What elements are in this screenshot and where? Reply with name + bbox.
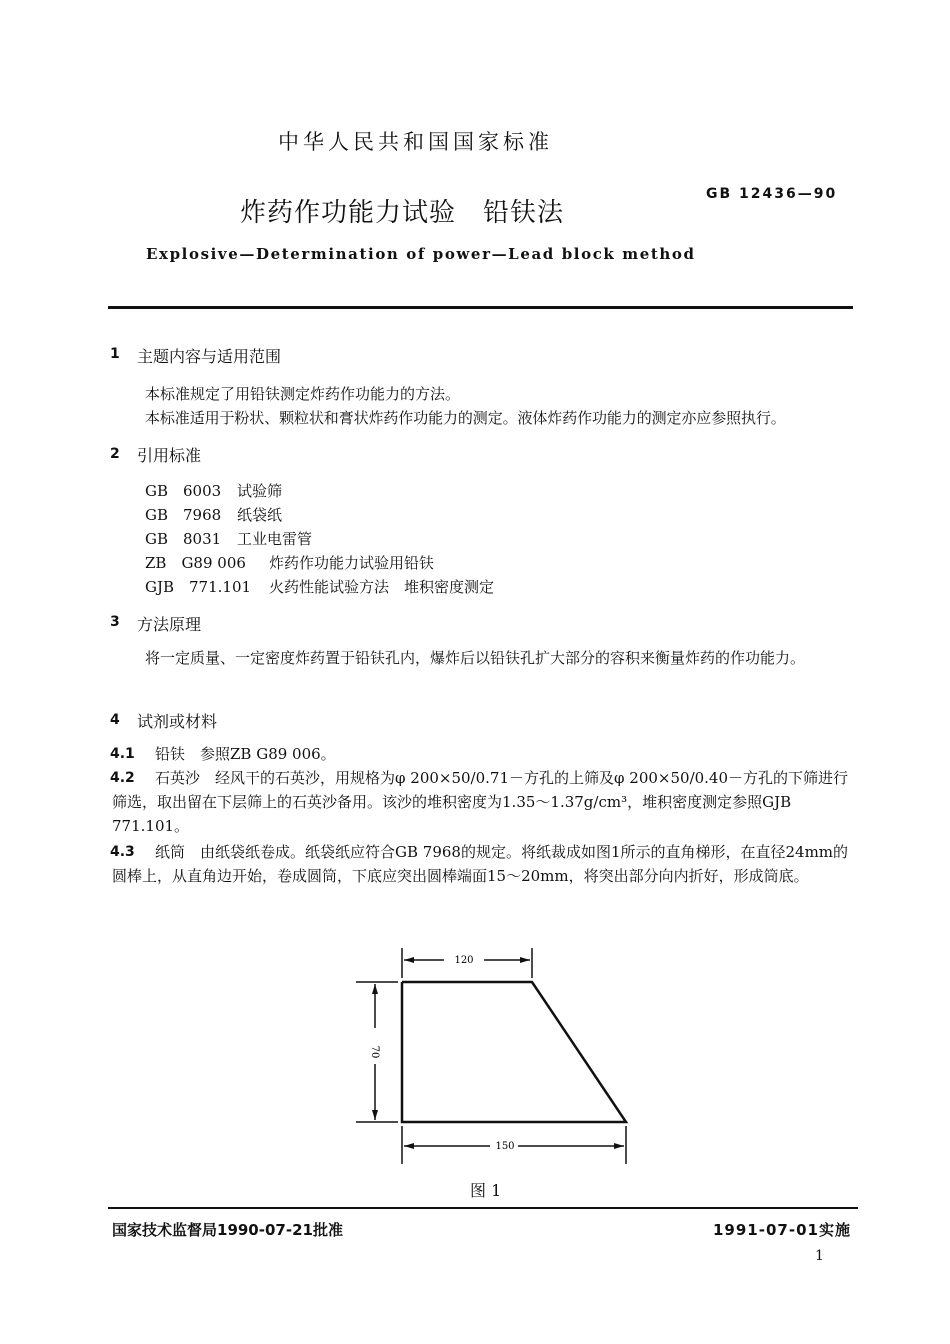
reference-list-item	[145, 528, 312, 549]
clause-4-3-number: 4.3	[110, 844, 135, 860]
clause-4-1-number: 4.1	[110, 746, 135, 762]
section-1-heading: 主题内容与适用范围	[137, 347, 282, 366]
reference-code: GJB 771.101	[145, 578, 252, 596]
section-3-heading: 方法原理	[137, 615, 202, 634]
clause-4-2-number: 4.2	[110, 770, 135, 786]
arrowhead	[372, 1110, 378, 1120]
section-2-heading: 引用标准	[137, 446, 202, 465]
arrowhead	[614, 1143, 624, 1149]
page-number: 1	[815, 1248, 824, 1264]
reference-list-item	[145, 552, 434, 573]
dimension-label-top: 120	[454, 955, 474, 966]
section-1-para-2: 本标准适用于粉状、颗粒状和膏状炸药作功能力的测定。液体炸药作功能力的测定亦应参照执行。	[145, 409, 786, 427]
standard-org: 中华人民共和国国家标准	[278, 130, 553, 154]
trapezoid-outline	[402, 982, 626, 1122]
section-1-para-1: 本标准规定了用铅𫓧测定炸药作功能力的方法。	[145, 385, 461, 403]
dimension-label-side: 70	[369, 1045, 380, 1059]
clause-4-2-text: 石英沙 经风干的石英沙，用规格为φ 200×50/0.71－方孔的上筛及φ 200×50/0.40－方孔的下筛进行筛选，取出留在下层筛上的石英沙备用。该沙的堆积密度为1.35～1.37g/cm³，堆积密度测定参照GJB 771.101。	[112, 769, 849, 835]
arrowhead	[372, 984, 378, 994]
arrowhead	[404, 1143, 414, 1149]
reference-name: 炸药作功能力试验用铅𫓧	[269, 554, 435, 572]
clause-4-3-text: 纸筒 由纸袋纸卷成。纸袋纸应符合GB 7968的规定。将纸裁成如图1所示的直角梯形，在直径24mm的圆棒上，从直角边开始，卷成圆筒，下底应突出圆棒端面15～20mm，将突出部分向内折好，形成筒底。	[112, 843, 849, 885]
reference-code: GB 6003	[145, 482, 222, 500]
section-3-para: 将一定质量、一定密度炸药置于铅𫓧孔内，爆炸后以铅𫓧孔扩大部分的容积来衡量炸药的作功能力。	[145, 649, 806, 667]
section-4-heading: 试剂或材料	[137, 712, 218, 731]
arrowhead	[520, 957, 530, 963]
approval-statement: 国家技术监督局1990-07-21批准	[112, 1221, 343, 1239]
figure-1-trapezoid-diagram	[340, 940, 650, 1175]
title-divider	[108, 306, 853, 309]
figure-1-caption: 图 1	[470, 1181, 502, 1200]
effective-date: 1991-07-01实施	[713, 1221, 851, 1239]
reference-name: 火药性能试验方法 堆积密度测定	[269, 578, 495, 596]
reference-name: 纸袋纸	[237, 506, 283, 524]
reference-code: GB 8031	[145, 530, 222, 548]
section-2-number: 2	[110, 446, 120, 462]
page-title: 炸药作功能力试验 铅𫓧法	[240, 198, 565, 228]
reference-code: GB 7968	[145, 506, 222, 524]
section-3-number: 3	[110, 614, 120, 630]
clause-4-1-text: 铅𫓧 参照ZB G89 006。	[155, 745, 336, 763]
reference-name: 工业电雷管	[237, 530, 313, 548]
section-4-number: 4	[110, 712, 120, 728]
reference-list-item	[145, 480, 282, 501]
arrowhead	[404, 957, 414, 963]
reference-list-item	[145, 576, 494, 597]
dimension-label-bottom: 150	[495, 1141, 515, 1152]
reference-code: ZB G89 006	[145, 554, 246, 572]
footer-divider	[108, 1207, 858, 1209]
section-1-number: 1	[110, 346, 120, 362]
standard-code: GB 12436—90	[706, 186, 838, 202]
reference-name: 试验筛	[237, 482, 283, 500]
english-subtitle: Explosive—Determination of power—Lead block method	[146, 245, 696, 263]
reference-list-item	[145, 504, 282, 525]
